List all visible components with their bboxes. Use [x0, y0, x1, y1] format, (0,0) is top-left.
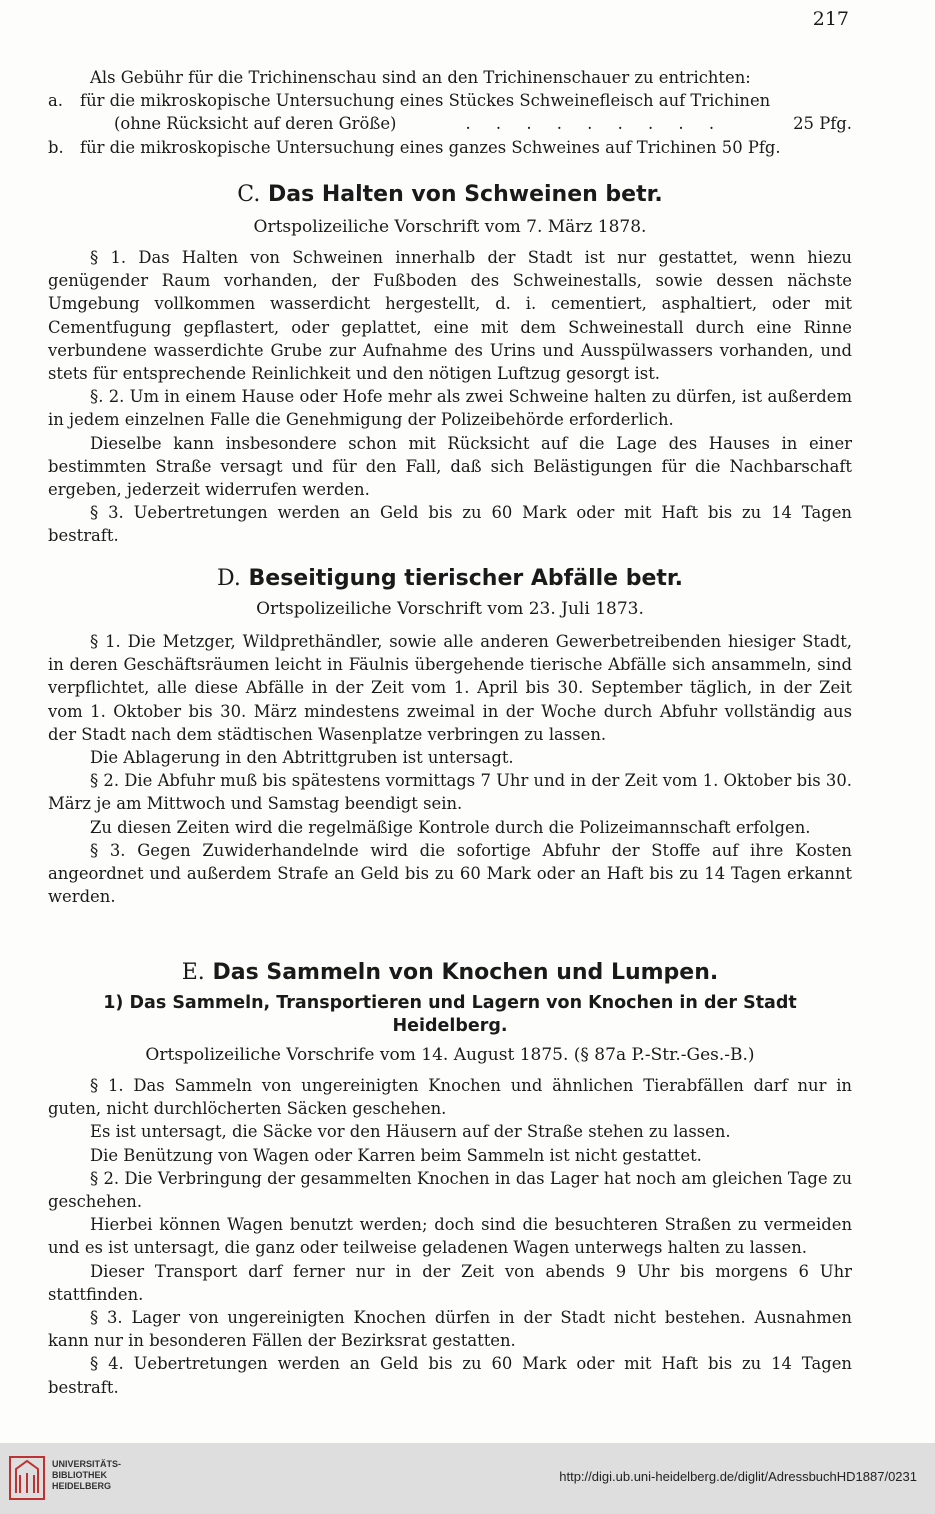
section-subtitle: Ortspolizeiliche Vorschrift vom 7. März 1878. — [253, 217, 647, 237]
section-title: Das Halten von Schweinen betr. — [268, 182, 663, 207]
fee-intro: Als Gebühr für die Trichinenschau sind an den Trichinenschauer zu entrichten: — [90, 68, 751, 87]
paragraph: Die Ablagerung in den Abtrittgruben ist untersagt. — [90, 748, 514, 768]
paragraph: § 2. Die Abfuhr muß bis spätestens vormittags 7 Uhr und in der Zeit vom 1. Oktober bis 30. März je am Mittwoch und Samstag beendigt sein. — [48, 771, 852, 814]
fee-item-label: a. — [48, 91, 63, 111]
fee-item-label: b. — [48, 137, 64, 157]
paragraph: § 1. Das Sammeln von ungereinigten Knochen und ähnlichen Tierabfällen darf nur in guten, nicht durchlöcherten Säcken geschehen. — [48, 1076, 852, 1119]
section-letter: D. — [216, 566, 241, 591]
fee-amount: 25 Pfg. — [793, 114, 852, 134]
section-letter: E. — [181, 960, 205, 985]
paragraph: § 3. Uebertretungen werden an Geld bis zu 60 Mark oder mit Haft bis zu 14 Tagen bestraft. — [48, 503, 852, 546]
section-heading — [48, 564, 852, 594]
fee-item-text: für die mikroskopische Untersuchung eines ganzes Schweines auf Trichinen 50 Pfg. — [80, 137, 781, 157]
paragraph: Es ist untersagt, die Säcke vor den Häusern auf der Straße stehen zu lassen. — [90, 1122, 731, 1142]
section-title: Beseitigung tierischer Abfälle betr. — [248, 566, 684, 591]
paragraph: §. 2. Um in einem Hause oder Hofe mehr als zwei Schweine halten zu dürfen, ist außerdem in jedem einzelnen Falle die Genehmigung der Polizeibehörde erforderlich. — [48, 387, 852, 430]
library-line: BIBLIOTHEK — [52, 1470, 107, 1480]
fee-block — [48, 66, 852, 159]
fee-item-text: für die mikroskopische Untersuchung eines Stückes Schweinefleisch auf Trichinen — [80, 91, 771, 111]
paragraph: Dieser Transport darf ferner nur in der Zeit von abends 9 Uhr bis morgens 6 Uhr stattfinden. — [48, 1261, 852, 1304]
viewer-footer — [0, 1443, 935, 1514]
library-name[interactable] — [52, 1459, 121, 1492]
paragraph: § 3. Lager von ungereinigten Knochen dürfen in der Stadt nicht bestehen. Ausnahmen kann nur in besonderen Fällen der Bezirksrat gestatten. — [48, 1308, 852, 1351]
fee-item-a-cont — [48, 112, 852, 135]
paragraph: § 1. Das Halten von Schweinen innerhalb der Stadt ist nur gestattet, wenn hiezu genügender Raum vorhanden, der Fußboden des Schweinestalls, sowie dessen nächste Umgebung vollkommen wasserdicht hergestellt, d. i. cementiert, asphaltiert, oder mit Cementfugung gepflastert, oder geplattet, eine mit dem Schweinestall durch eine Rinne verbundene wasserdichte Grube zur Aufnahme des Urins und Ausspülwassers vorhanden, und stets für entsprechende Reinlichkeit und den nötigen Luftzug gesorgt ist. — [48, 248, 852, 384]
section-title: Das Sammeln von Knochen und Lumpen. — [212, 960, 719, 985]
fee-item-text: (ohne Rücksicht auf deren Größe) — [114, 114, 397, 134]
sub-heading: 1) Das Sammeln, Transportieren und Lagern von Knochen in der Stadt Heidelberg. — [103, 993, 797, 1036]
fee-item-label — [48, 112, 114, 135]
fee-item-a — [48, 89, 852, 112]
paragraph: § 3. Gegen Zuwiderhandelnde wird die sofortige Abfuhr der Stoffe auf ihre Kosten angeordnet und außerdem Strafe an Geld bis zu 60 Mark oder an Haft bis zu 14 Tagen erkannt werden. — [48, 840, 852, 907]
paragraph: Hierbei können Wagen benutzt werden; doch sind die besuchteren Straßen zu vermeiden und es ist untersagt, die ganz oder teilweise geladenen Wagen unterwegs halten zu lassen. — [48, 1215, 852, 1258]
paragraph: Die Benützung von Wagen oder Karren beim Sammeln ist nicht gestattet. — [90, 1145, 702, 1165]
library-line: UNIVERSITÄTS- — [52, 1459, 122, 1469]
paragraph: § 1. Die Metzger, Wildprethändler, sowie alle anderen Gewerbetreibenden hiesiger Stadt, in deren Geschäftsräumen leicht in Fäulnis übergehende tierische Abfälle sich ansammeln, sind verpflichtet, alle diese Abfälle in der Zeit vom 1. April bis 30. September täglich, in der Zeit vom 1. Oktober bis 30. März mindestens zweimal in der Woche durch Abfuhr vollständig aus der Stadt nach dem städtischen Wasenplatze verbringen zu lassen. — [48, 632, 852, 744]
fee-dots: . . . . . . . . . — [465, 114, 725, 134]
fee-item-b — [48, 136, 852, 159]
section-heading — [48, 180, 852, 210]
library-seal-icon — [8, 1455, 46, 1501]
library-line: HEIDELBERG — [52, 1481, 112, 1491]
paragraph: Dieselbe kann insbesondere schon mit Rücksicht auf die Lage des Hauses in einer bestimmten Straße versagt und für den Fall, daß sich Belästigungen für die Nachbarschaft ergeben, jederzeit widerrufen werden. — [48, 433, 852, 500]
section-heading — [48, 958, 852, 988]
section-d — [48, 564, 852, 908]
paragraph: Zu diesen Zeiten wird die regelmäßige Kontrole durch die Polizeimannschaft erfolgen. — [90, 817, 811, 837]
page-number: 217 — [812, 8, 849, 30]
section-c — [48, 180, 852, 548]
section-subtitle: Ortspolizeiliche Vorschrift vom 23. Juli 1873. — [256, 599, 644, 619]
section-subtitle: Ortspolizeiliche Vorschrife vom 14. August 1875. (§ 87a P.-Str.-Ges.-B.) — [145, 1045, 755, 1065]
section-letter: C. — [237, 182, 261, 207]
paragraph: § 4. Uebertretungen werden an Geld bis zu 60 Mark oder mit Haft bis zu 14 Tagen bestraft. — [48, 1354, 852, 1397]
paragraph: § 2. Die Verbringung der gesammelten Knochen in das Lager hat noch am gleichen Tage zu geschehen. — [48, 1168, 852, 1212]
source-url-link[interactable]: http://digi.ub.uni-heidelberg.de/diglit/AdressbuchHD1887/0231 — [559, 1469, 917, 1484]
section-e — [48, 958, 852, 1399]
